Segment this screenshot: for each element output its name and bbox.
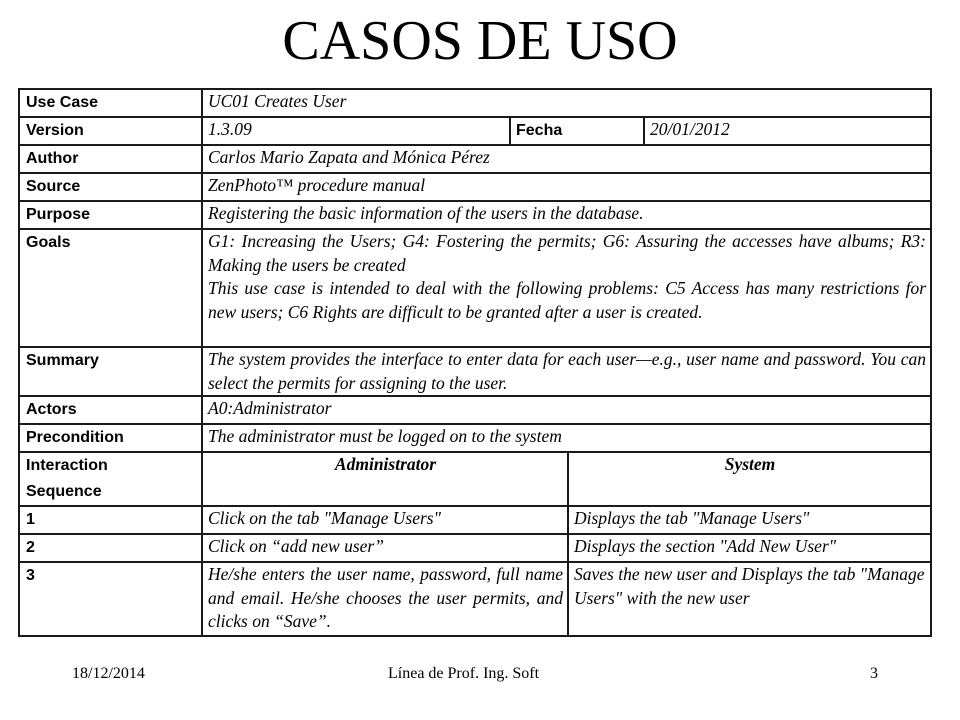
step-row (19, 562, 931, 636)
precondition-value: The administrator must be logged on to the system (202, 424, 931, 452)
version-label: Version (19, 117, 202, 145)
system-column-header: System (568, 452, 931, 506)
step-number: 3 (19, 562, 202, 636)
step-row (19, 534, 931, 562)
actors-row (19, 396, 931, 424)
step-admin-action: Click on “add new user” (202, 534, 568, 562)
summary-row (19, 347, 931, 396)
interaction-label-line-1: Interaction (26, 457, 108, 474)
actors-value: A0:Administrator (202, 396, 931, 424)
step-number: 1 (19, 506, 202, 534)
source-label: Source (19, 173, 202, 201)
version-row (19, 117, 931, 145)
use-case-label: Use Case (19, 89, 202, 117)
step-admin-action: He/she enters the user name, password, full name and email. He/she chooses the user permits, and clicks on “Save”. (202, 562, 568, 636)
goals-value (202, 229, 931, 347)
step-system-response: Displays the section "Add New User" (568, 534, 931, 562)
interaction-sequence-label (19, 452, 202, 506)
administrator-column-header: Administrator (202, 452, 568, 506)
purpose-value: Registering the basic information of the users in the database. (202, 201, 931, 229)
footer-date: 18/12/2014 (72, 665, 145, 682)
step-admin-action: Click on the tab "Manage Users" (202, 506, 568, 534)
version-value: 1.3.09 (202, 117, 510, 145)
fecha-label (510, 117, 644, 145)
step-number: 2 (19, 534, 202, 562)
summary-label: Summary (19, 347, 202, 396)
precondition-row (19, 424, 931, 452)
source-value: ZenPhoto™ procedure manual (202, 173, 931, 201)
author-row (19, 145, 931, 173)
step-system-response: Saves the new user and Displays the tab "Manage Users" with the new user (568, 562, 931, 636)
slide-title: CASOS DE USO (282, 10, 678, 72)
use-case-table (18, 88, 932, 637)
footer-text: Línea de Prof. Ing. Soft (388, 665, 540, 682)
use-case-value: UC01 Creates User (202, 89, 931, 117)
purpose-row (19, 201, 931, 229)
summary-value: The system provides the interface to enter data for each user—e.g., user name and password. You can select the permits for assigning to the user. (202, 347, 931, 396)
problems-text: This use case is intended to deal with the following problems: C5 Access has many restrictions for new users; C6 Rights are difficult to be granted after a user is created. (208, 278, 927, 322)
precondition-label: Precondition (19, 424, 202, 452)
use-case-row (19, 89, 931, 117)
interaction-label-line-2: Sequence (26, 483, 102, 500)
actors-label: Actors (19, 396, 202, 424)
author-value: Carlos Mario Zapata and Mónica Pérez (202, 145, 931, 173)
goals-text: G1: Increasing the Users; G4: Fostering the permits; G6: Assuring the accesses have albums; R3: Making the users be created (208, 231, 927, 275)
fecha-label-text: Fecha (516, 122, 563, 139)
source-row (19, 173, 931, 201)
purpose-label: Purpose (19, 201, 202, 229)
step-system-response: Displays the tab "Manage Users" (568, 506, 931, 534)
interaction-header-row (19, 452, 931, 506)
goals-row (19, 229, 931, 347)
goals-label: Goals (19, 229, 202, 347)
author-label: Author (19, 145, 202, 173)
page-number: 3 (870, 665, 878, 682)
step-row (19, 506, 931, 534)
fecha-value: 20/01/2012 (644, 117, 931, 145)
